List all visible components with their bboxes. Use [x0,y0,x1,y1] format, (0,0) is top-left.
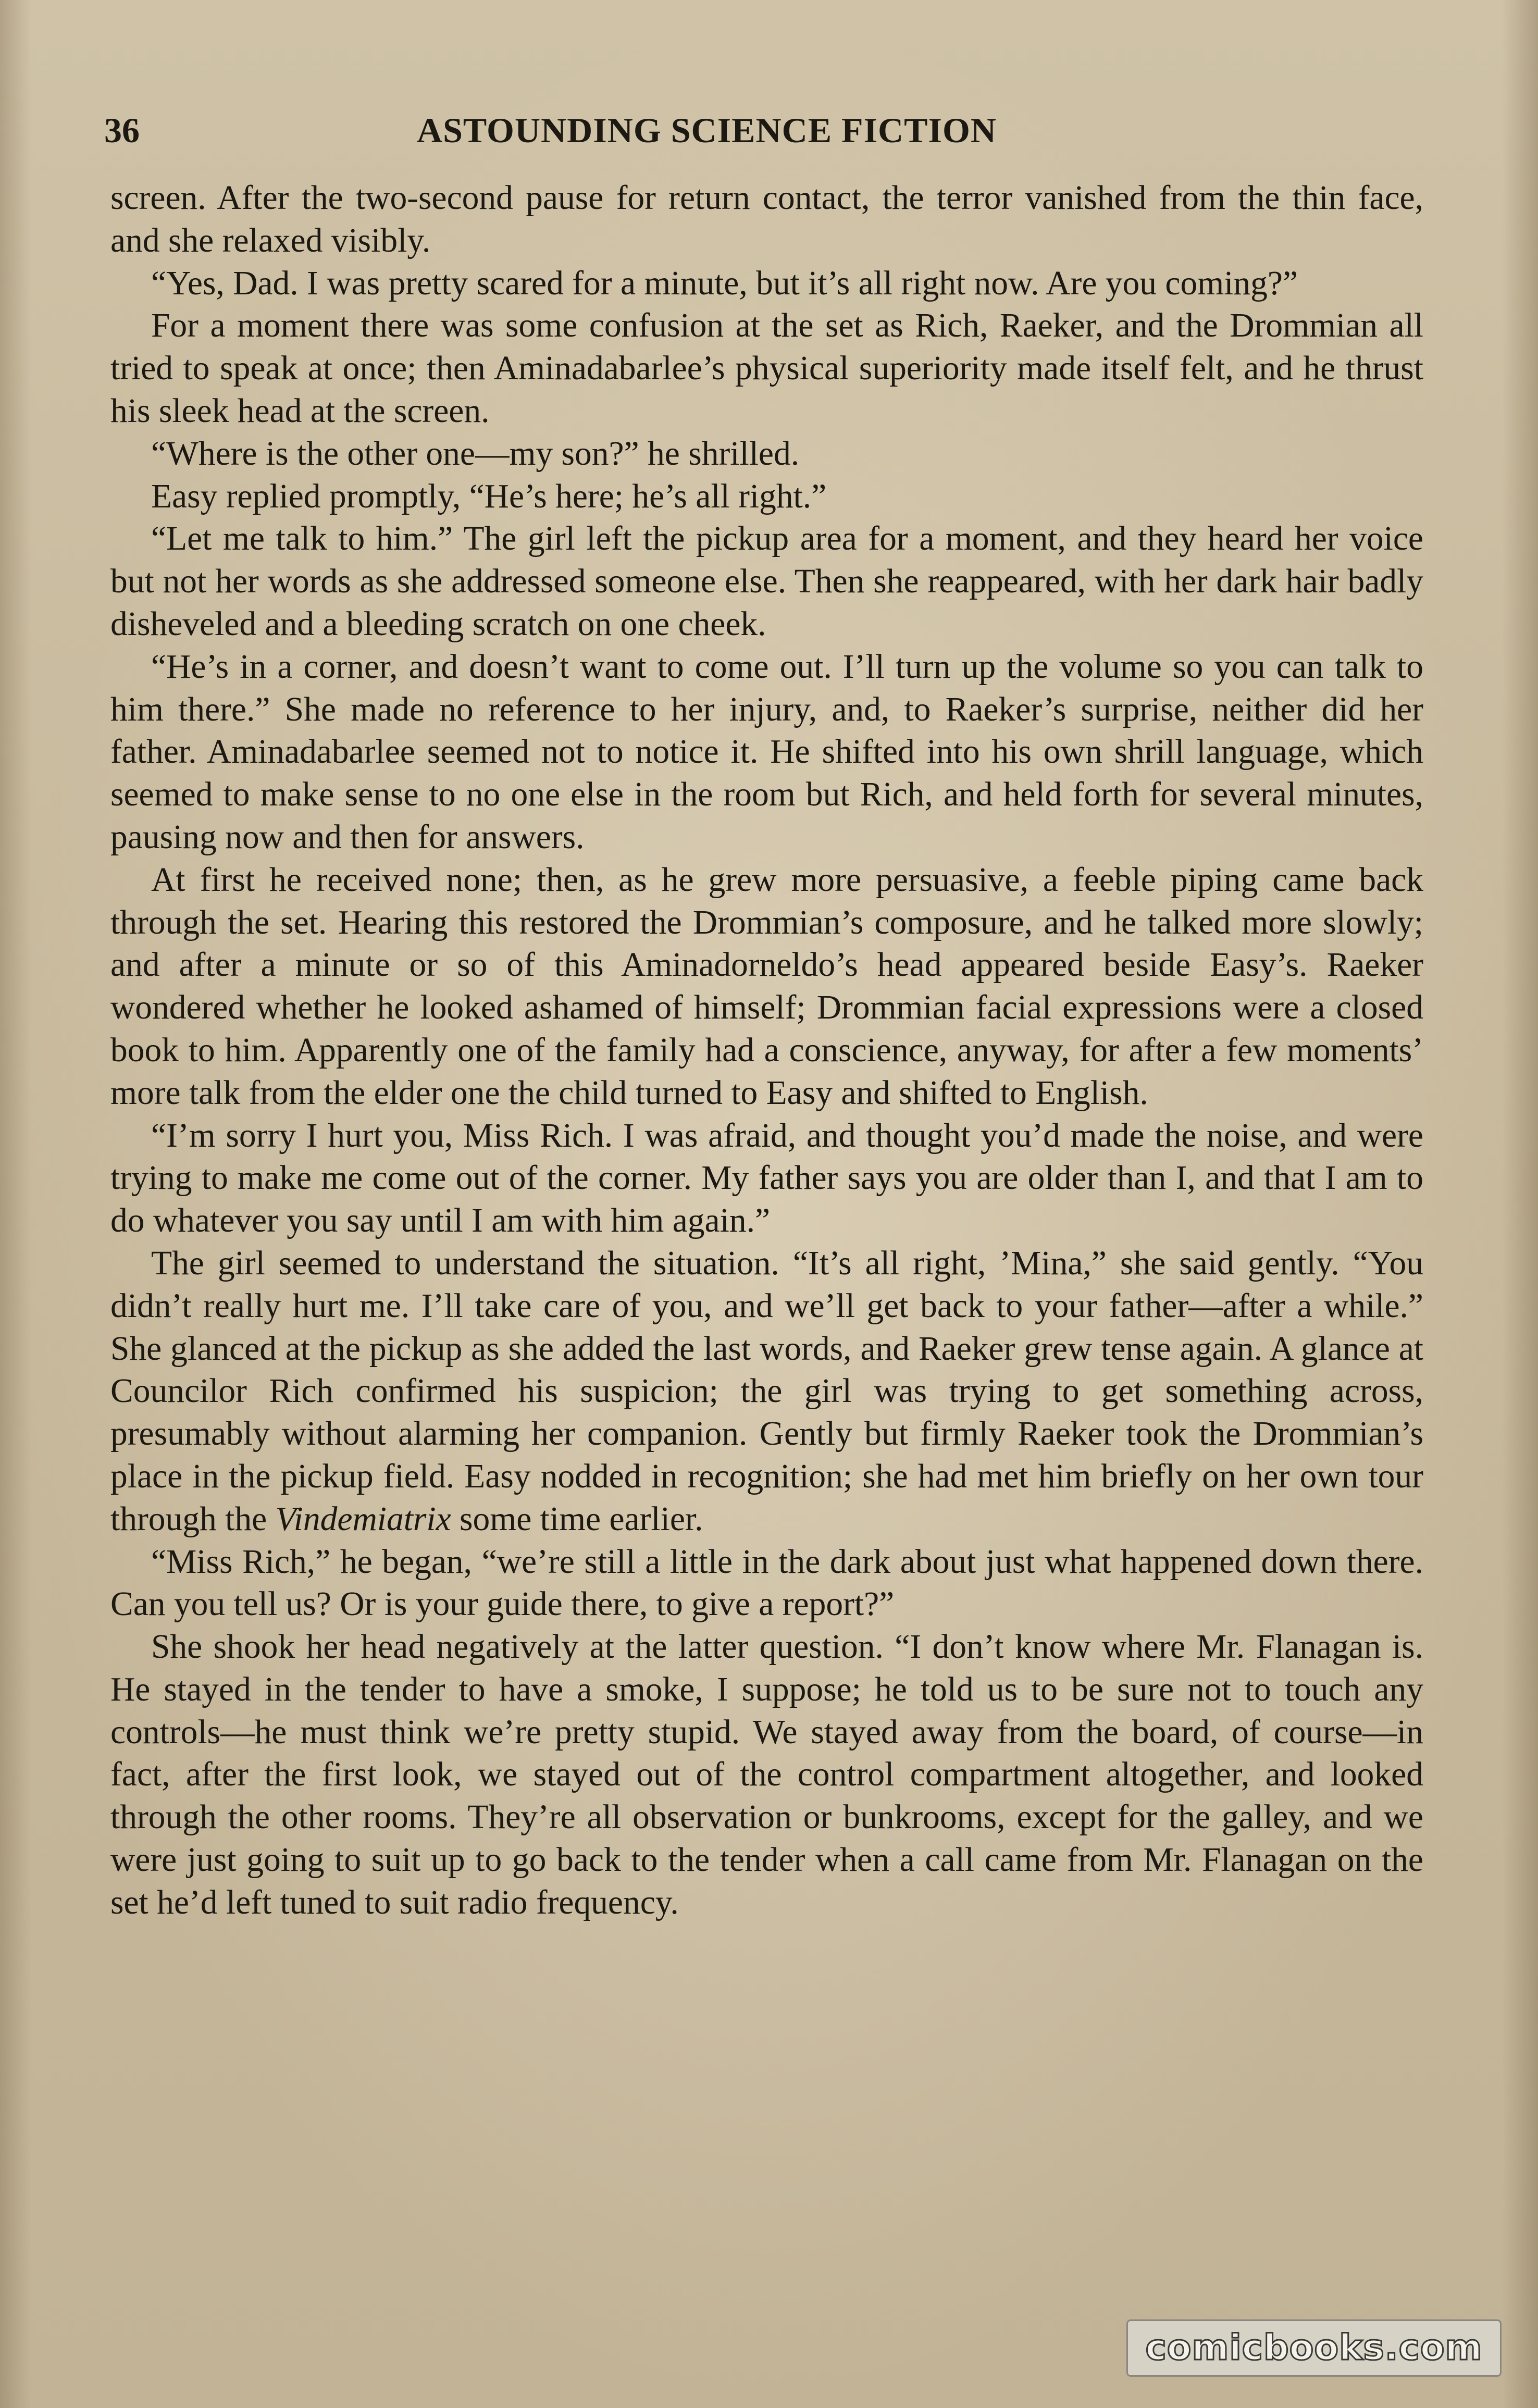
body-text [110,177,1423,1925]
paragraph: For a moment there was some confusion at the set as Rich, Raeker, and the Drommian all tried to speak at once; then Aminadabarlee’s physical superiority made itself felt, and he thrust his sleek head at the screen. [110,307,1423,430]
paragraph: She shook her head negatively at the latter question. “I don’t know where Mr. Flanagan is. He stayed in the tender to have a smoke, I suppose; he told us to be sure not to touch any controls—he must think we’re pretty stupid. We stayed away from the board, of course—in fact, after the first look, we stayed out of the control compartment altogether, and looked through the other rooms. They’re all observation or bunkrooms, except for the galley, and we were just going to suit up to go back to the tender when a call came from Mr. Flanagan on the set he’d left tuned to suit radio frequency. [110,1628,1423,1921]
paragraph: “I’m sorry I hurt you, Miss Rich. I was afraid, and thought you’d made the noise, and were trying to make me come out of the corner. My father says you are older than I, and that I am to do whatever you say until I am with him again.” [110,1116,1423,1240]
paragraph-text: The girl seemed to understand the situation. “It’s all right, ’Mina,” she said gently. “You didn’t really hurt me. I’ll take care of you, and we’ll get back to your father—after a while.” She glanced at the pickup as she added the last words, and Raeker grew tense again. A glance at Councilor Rich confirmed his suspicion; the girl was trying to get something across, presumably without alarming her companion. Gently but firmly Raeker took the Drommian’s place in the pickup field. Easy nodded in recognition; she had met him briefly on her own tour through the [110,1244,1423,1538]
page-edge-shadow-right [1502,0,1538,2408]
paragraph: screen. After the two-second pause for return contact, the terror vanished from the thin face, and she relaxed visibly. [110,179,1423,259]
page-header [104,107,1438,154]
paragraph: “He’s in a corner, and doesn’t want to come out. I’ll turn up the volume so you can talk to him there.” She made no reference to her injury, and, to Raeker’s surprise, neither did her father. Aminadabarlee seemed not to notice it. He shifted into his own shrill language, which seemed to make sense to no one else in the room but Rich, and held forth for several minutes, pausing now and then for answers. [110,648,1423,856]
paragraph: At first he received none; then, as he grew more persuasive, a feeble piping came back through the set. Hearing this restored the Drommian’s composure, and he talked more slowly; and after a minute or so of this Aminadorneldo’s head appeared beside Easy’s. Raeker wondered whether he looked ashamed of himself; Drommian facial expressions were a closed book to him. Apparently one of the family had a conscience, anyway, for after a few moments’ more talk from the elder one the child turned to Easy and shifted to English. [110,861,1423,1112]
paragraph: Easy replied promptly, “He’s here; he’s all right.” [151,477,827,515]
paragraph [110,1243,1423,1541]
watermark-badge [1126,2319,1502,2377]
watermark-text: comicbooks.com [1145,2327,1483,2368]
paragraph: “Yes, Dad. I was pretty scared for a minute, but it’s all right now. Are you coming?” [151,264,1298,302]
paragraph: “Where is the other one—my son?” he shrilled. [151,435,800,473]
running-head: ASTOUNDING SCIENCE FICTION [417,110,997,150]
paragraph-text: some time earlier. [460,1500,703,1538]
ship-name: Vindemiatrix [275,1500,451,1538]
page-number: 36 [104,110,140,150]
page-edge-shadow-left [0,0,31,2408]
paragraph: “Let me talk to him.” The girl left the pickup area for a moment, and they heard her voice but not her words as she addressed someone else. Then she reappeared, with her dark hair badly disheveled and a bleeding scratch on one cheek. [110,520,1423,643]
paragraph: “Miss Rich,” he began, “we’re still a little in the dark about just what happened down there. Can you tell us? Or is your guide there, to give a report?” [110,1543,1423,1623]
